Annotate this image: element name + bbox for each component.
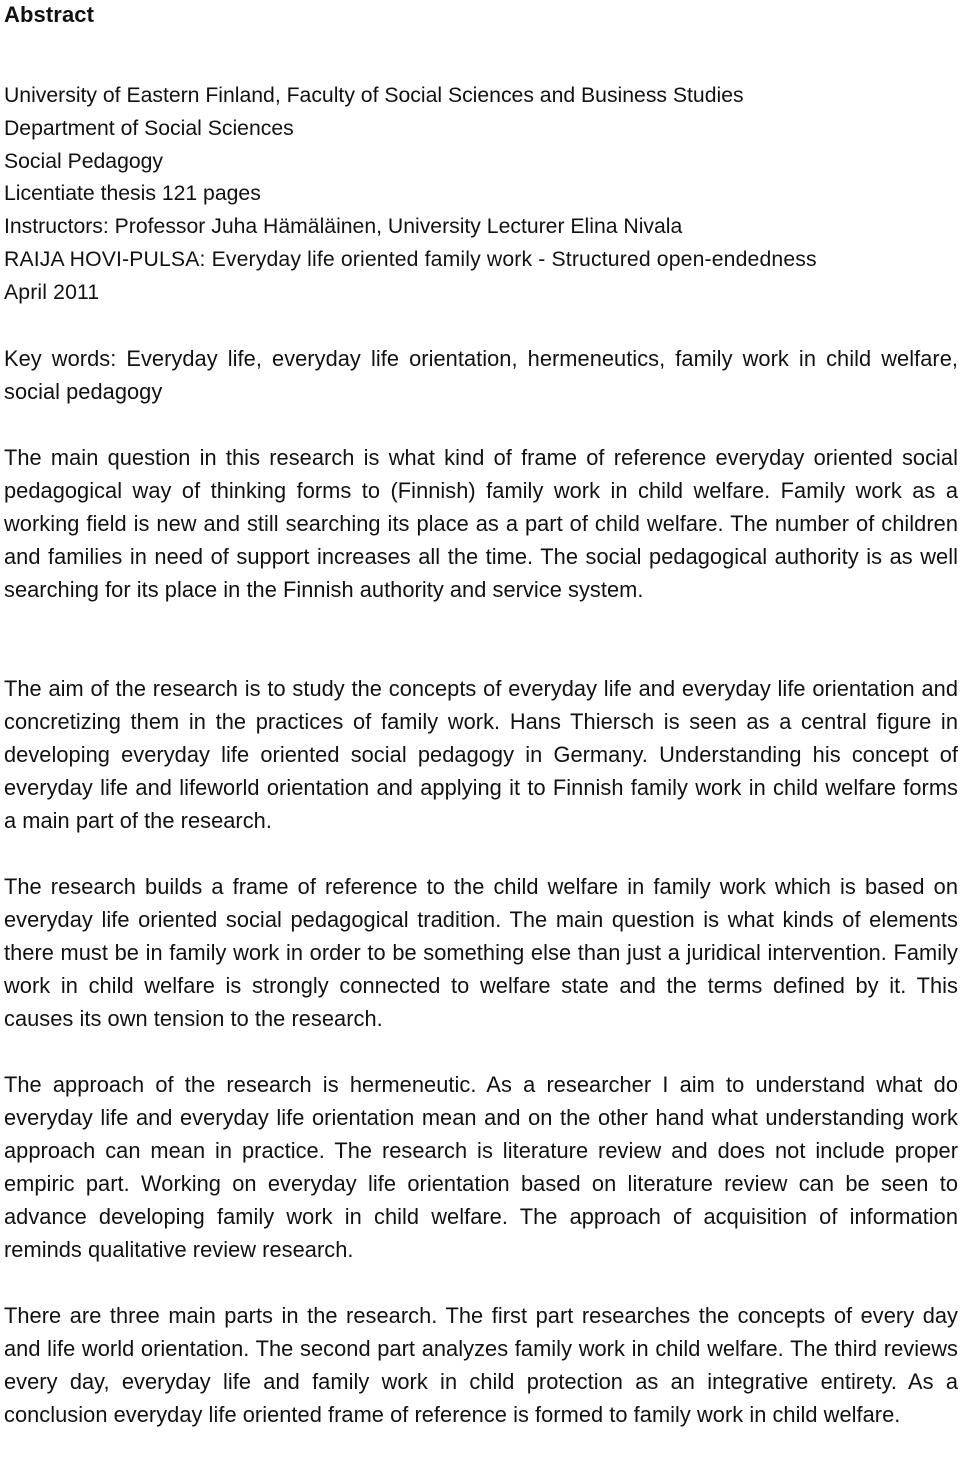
- abstract-paragraph-5: There are three main parts in the research. The first part researches the concepts of every day and life world orientation. The second part analyzes family work in child welfare. The third reviews every day, everyday life and family work in child protection as an integrative entirety. As a conclusion everyday life oriented frame of reference is formed to family work in child welfare.: [4, 1303, 958, 1427]
- subject-line: Social Pedagogy: [4, 149, 164, 173]
- institution-line: University of Eastern Finland, Faculty of Social Sciences and Business Studies: [4, 84, 744, 107]
- abstract-paragraph-4: The approach of the research is hermeneutic. As a researcher I aim to understand what do everyday life and everyday life orientation mean and on the other hand what understanding work approach can mean in practice. The research is literature review and does not include proper empiric part. Working on everyday life orientation based on literature review can be seen to advance developing family work in child welfare. The approach of acquisition of information reminds qualitative review research.: [4, 1072, 958, 1262]
- abstract-paragraph-1: The main question in this research is what kind of frame of reference everyday oriented social pedagogical way of thinking forms to (Finnish) family work in child welfare. Family work as a working field is new and still searching its place as a part of child welfare. The number of children and families in need of support increases all the time. The social pedagogical authority is as well searching for its place in the Finnish authority and service system.: [4, 445, 958, 602]
- thesis-info-line: Licentiate thesis 121 pages: [4, 182, 261, 206]
- date-line: April 2011: [4, 280, 100, 304]
- abstract-page: [4, 0, 958, 1427]
- abstract-paragraph-2: The aim of the research is to study the concepts of everyday life and everyday life orientation and concretizing them in the practices of family work. Hans Thiersch is seen as a central figure in developing everyday life oriented social pedagogy in Germany. Understanding his concept of everyday life and lifeworld orientation and applying it to Finnish family work in child welfare forms a main part of the research.: [4, 676, 958, 833]
- keywords-paragraph: Key words: Everyday life, everyday life orientation, hermeneutics, family work in child welfare, social pedagogy: [4, 346, 958, 404]
- author-title-line: RAIJA HOVI-PULSA: Everyday life oriented family work - Structured open-endedness: [4, 247, 817, 271]
- page-title: Abstract: [4, 2, 95, 27]
- thesis-metadata: [4, 80, 958, 310]
- department-line: Department of Social Sciences: [4, 116, 294, 140]
- instructors-line: Instructors: Professor Juha Hämäläinen, University Lecturer Elina Nivala: [4, 215, 683, 239]
- abstract-paragraph-3: The research builds a frame of reference to the child welfare in family work which is based on everyday life oriented social pedagogical tradition. The main question is what kinds of elements there must be in family work in order to be something else than just a juridical intervention. Family work in child welfare is strongly connected to welfare state and the terms defined by it. This causes its own tension to the research.: [4, 874, 958, 1031]
